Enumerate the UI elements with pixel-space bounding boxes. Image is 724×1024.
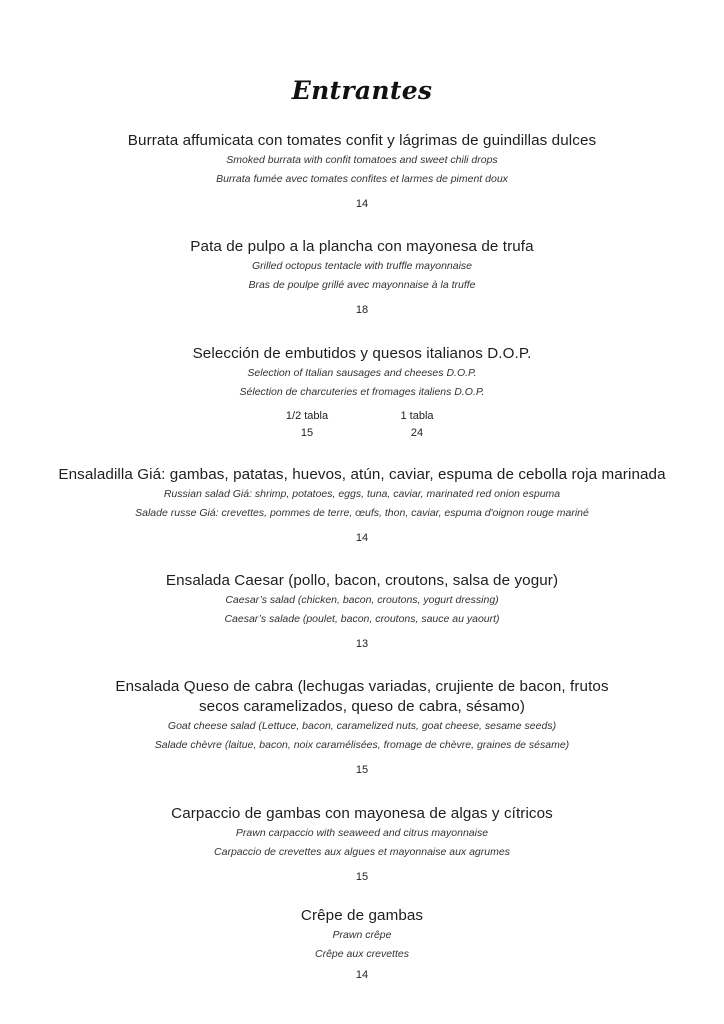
portion-label: 1 tabla	[400, 410, 434, 422]
dish-price: 14	[355, 969, 369, 981]
dish-price: 15	[355, 764, 369, 776]
dish-name: Pata de pulpo a la plancha con mayonesa de trufa	[190, 238, 534, 255]
section-title: Entrantes	[291, 76, 433, 105]
dish-price: 14	[355, 198, 369, 210]
dish-description-fr: Carpaccio de crevettes aux algues et mayonnaise aux agrumes	[214, 846, 510, 858]
dish-name: Carpaccio de gambas con mayonesa de algas y cítricos	[171, 805, 553, 822]
dish-name: Crêpe de gambas	[300, 907, 424, 924]
dish-description-fr: Salade chèvre (laitue, bacon, noix caramélisées, fromage de chèvre, graines de sésame)	[154, 739, 570, 751]
portion-options	[0, 408, 724, 442]
menu-item-queso-cabra	[0, 677, 724, 777]
menu-item-burrata	[0, 131, 724, 211]
menu-item-crepe	[0, 906, 724, 982]
dish-description-fr: Crêpe aux crevettes	[315, 948, 409, 960]
dish-name: Burrata affumicata con tomates confit y lágrimas de guindillas dulces	[127, 132, 597, 149]
dish-name: Ensalada Queso de cabra (lechugas variadas, crujiente de bacon, frutos secos caramelizados, queso de cabra, sésamo)	[115, 678, 609, 715]
dish-description-en: Russian salad Giá: shrimp, potatoes, eggs, tuna, caviar, marinated red onion espuma	[163, 488, 561, 500]
menu-item-caesar	[0, 571, 724, 651]
dish-price: 13	[355, 638, 369, 650]
dish-name: Selección de embutidos y quesos italianos D.O.P.	[192, 345, 532, 362]
menu-item-embutidos	[0, 344, 724, 442]
menu-item-pulpo	[0, 237, 724, 317]
dish-description-en: Grilled octopus tentacle with truffle mayonnaise	[251, 260, 473, 272]
dish-description-fr: Caesar’s salade (poulet, bacon, croutons, sauce au yaourt)	[224, 613, 500, 625]
portion-price: 15	[300, 427, 314, 439]
dish-price: 18	[355, 304, 369, 316]
dish-description-fr: Salade russe Giá: crevettes, pommes de terre, œufs, thon, caviar, espuma d'oignon rouge mariné	[135, 507, 589, 519]
dish-description-fr: Burrata fumée avec tomates confites et larmes de piment doux	[216, 173, 508, 185]
dish-description-en: Goat cheese salad (Lettuce, bacon, caramelized nuts, goat cheese, sesame seeds)	[167, 720, 557, 732]
menu-item-ensaladilla	[0, 465, 724, 545]
dish-price: 14	[355, 532, 369, 544]
dish-description-en: Prawn crêpe	[332, 929, 392, 941]
dish-name: Ensalada Caesar (pollo, bacon, croutons, salsa de yogur)	[165, 572, 559, 589]
dish-description-en: Smoked burrata with confit tomatoes and sweet chili drops	[226, 154, 498, 166]
portion-half	[252, 408, 362, 442]
menu-item-carpaccio	[0, 804, 724, 884]
dish-description-en: Selection of Italian sausages and cheeses D.O.P.	[247, 367, 477, 379]
portion-price: 24	[410, 427, 424, 439]
dish-description-en: Caesar’s salad (chicken, bacon, croutons, yogurt dressing)	[225, 594, 499, 606]
portion-label: 1/2 tabla	[285, 410, 329, 422]
dish-name: Ensaladilla Giá: gambas, patatas, huevos, atún, caviar, espuma de cebolla roja marinada	[58, 466, 666, 483]
dish-description-fr: Sélection de charcuteries et fromages italiens D.O.P.	[239, 386, 485, 398]
dish-price: 15	[355, 871, 369, 883]
dish-description-fr: Bras de poulpe grillé avec mayonnaise à la truffe	[248, 279, 476, 291]
portion-full	[362, 408, 472, 442]
dish-description-en: Prawn carpaccio with seaweed and citrus mayonnaise	[235, 827, 489, 839]
